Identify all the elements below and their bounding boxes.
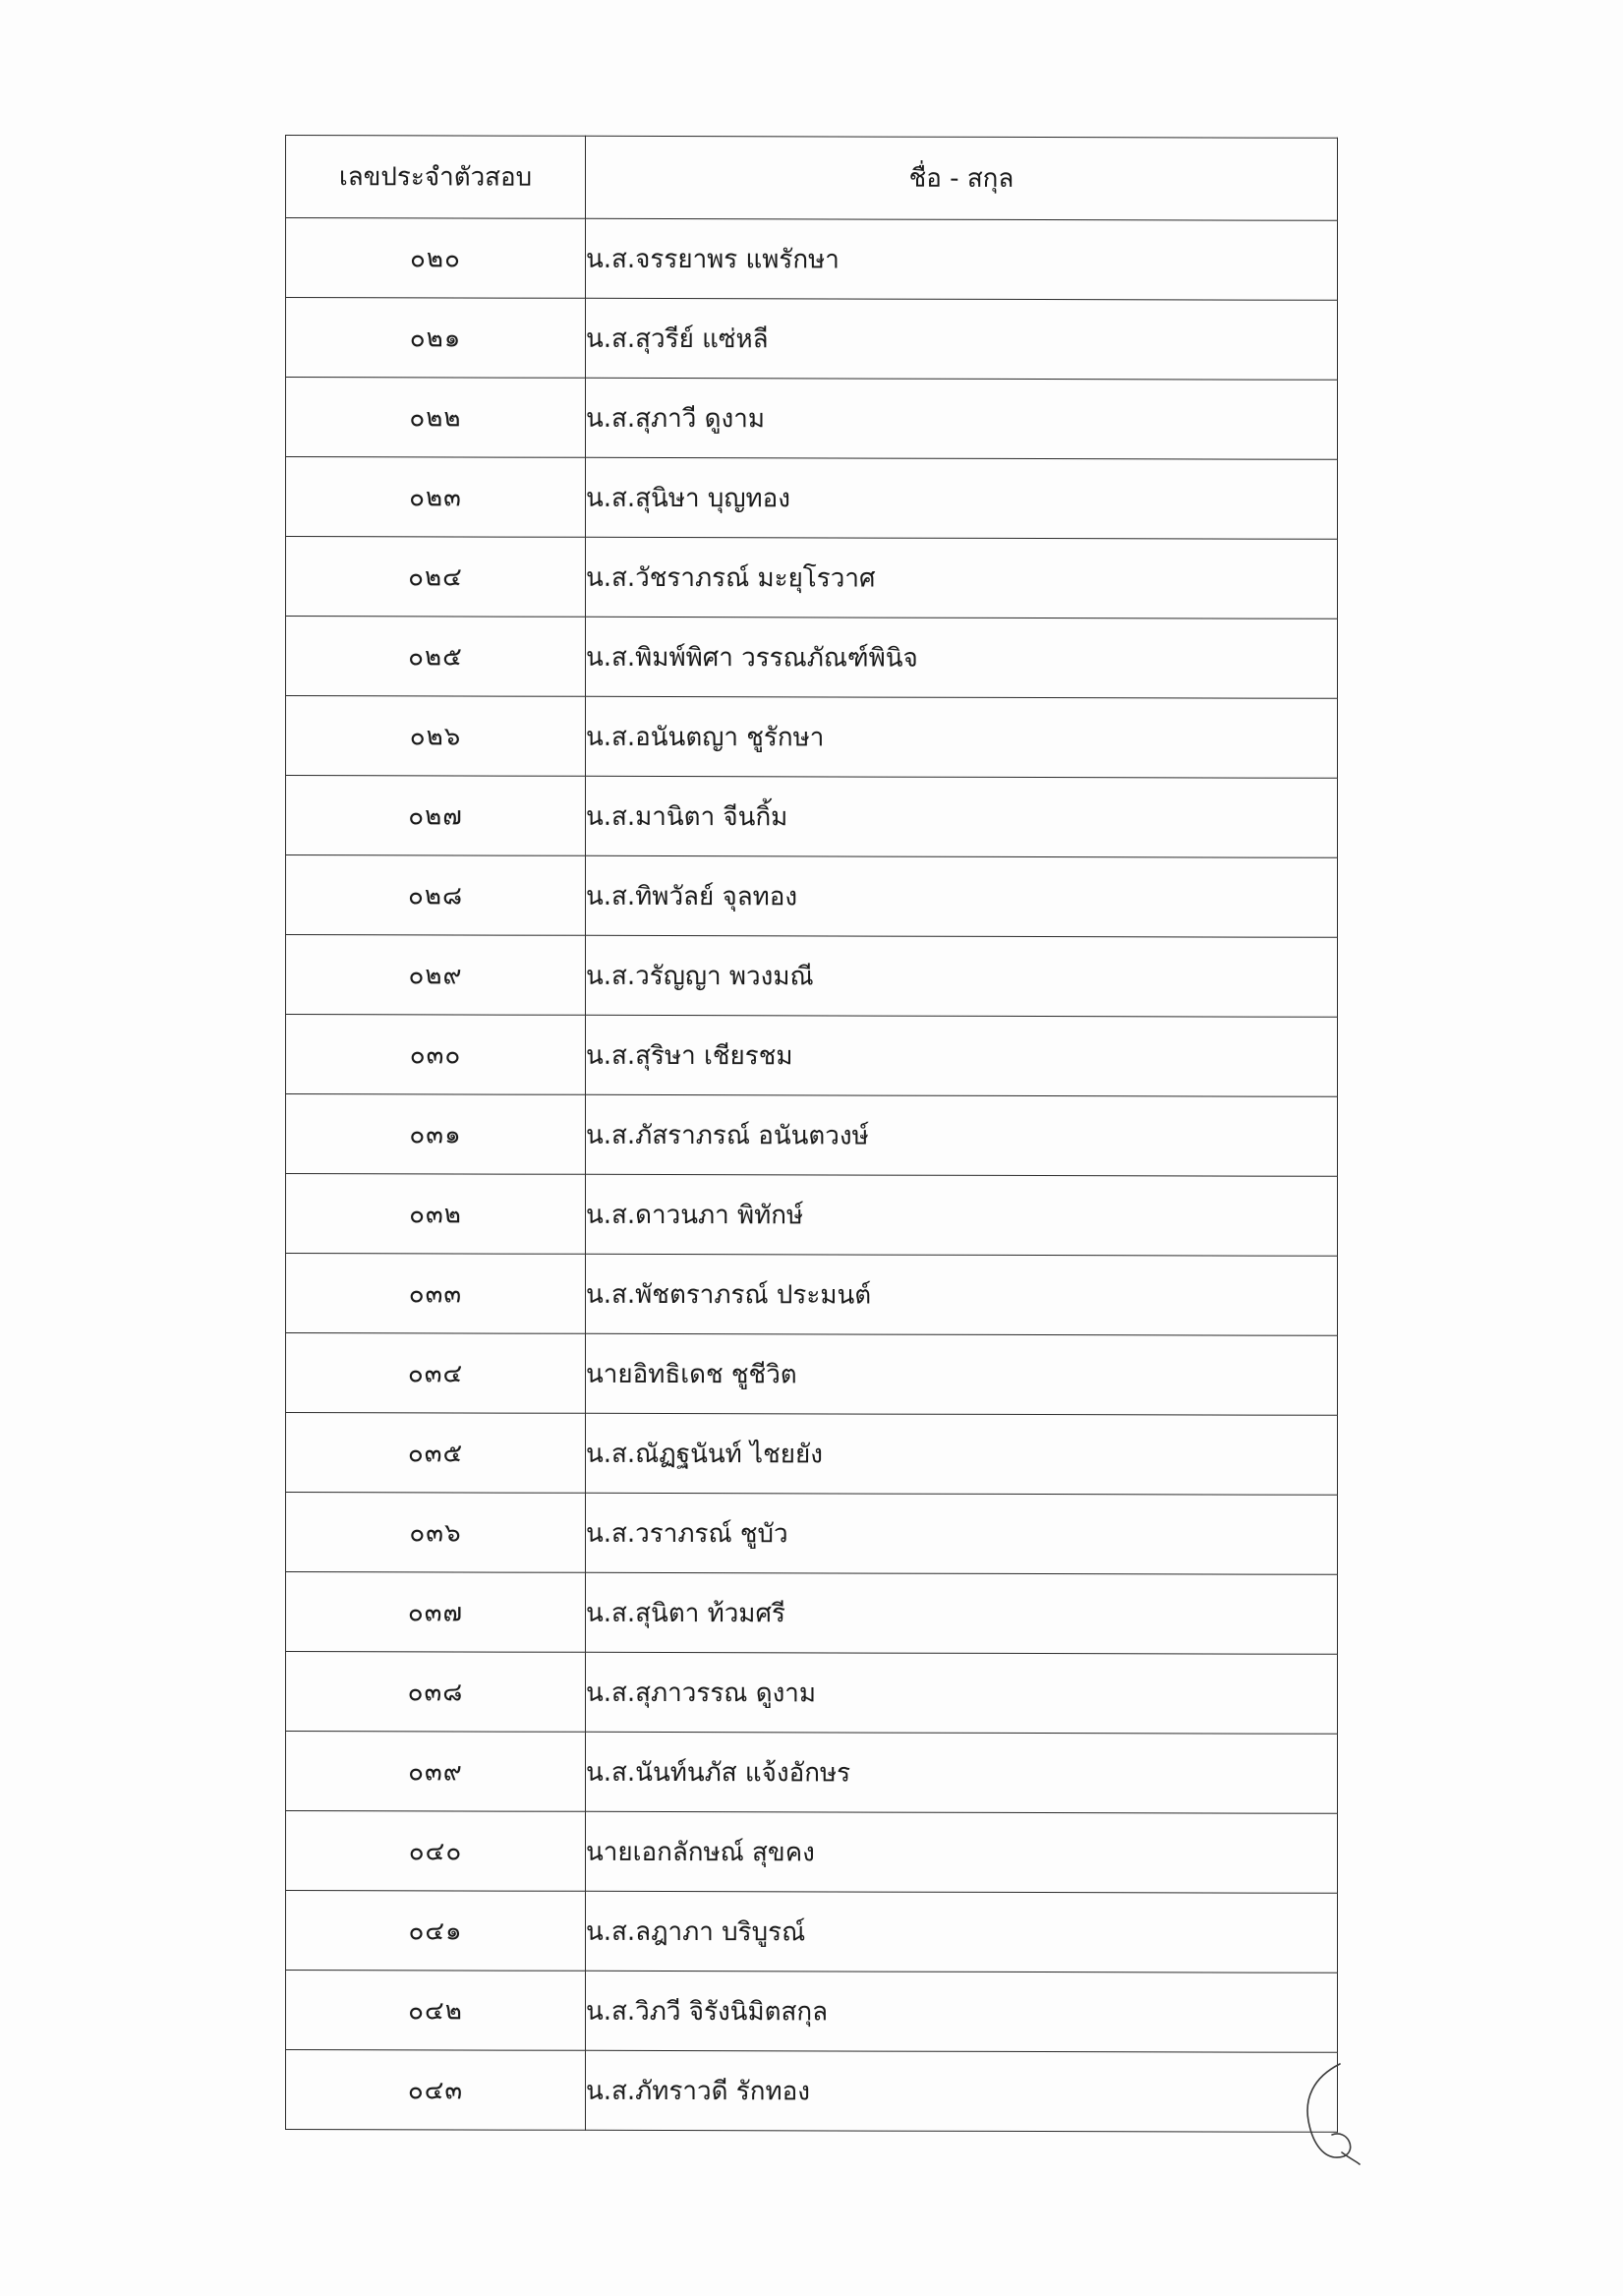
full-name-cell: น.ส.สุริษา เชียรชม: [586, 1015, 1338, 1096]
exam-id-cell: ๐๓๕: [286, 1413, 586, 1494]
exam-id-cell: ๐๒๓: [286, 457, 586, 538]
exam-id-cell: ๐๒๘: [286, 855, 586, 936]
full-name-cell: น.ส.สุนิษา บุญทอง: [586, 457, 1338, 539]
exam-id-cell: ๐๔๓: [286, 2050, 586, 2131]
exam-id-cell: ๐๒๑: [286, 298, 586, 379]
table-row: [286, 1254, 1338, 1336]
full-name-cell: น.ส.สุนิตา ท้วมศรี: [586, 1572, 1338, 1654]
table-row: [286, 1493, 1338, 1575]
full-name-cell: น.ส.อนันตญา ชูรักษา: [586, 696, 1338, 778]
table-row: [286, 218, 1338, 301]
exam-id-cell: ๐๔๑: [286, 1891, 586, 1972]
full-name-cell: น.ส.มานิตา จีนกิ้ม: [586, 776, 1338, 857]
exam-id-cell: ๐๔๒: [286, 1971, 586, 2051]
full-name-cell: น.ส.นันท์นภัส แจ้งอักษร: [586, 1732, 1338, 1813]
table-row: [286, 1811, 1338, 1894]
full-name-cell: น.ส.วราภรณ์ ชูบัว: [586, 1493, 1338, 1574]
header-full-name: ชื่อ - สกุล: [586, 136, 1338, 220]
exam-id-cell: ๐๒๐: [286, 218, 586, 299]
table-row: [286, 1891, 1338, 1973]
table-row: [286, 1094, 1338, 1177]
exam-id-cell: ๐๓๒: [286, 1174, 586, 1255]
table-row: [286, 776, 1338, 858]
full-name-cell: น.ส.พัชตราภรณ์ ประมนต์: [586, 1254, 1338, 1335]
exam-id-cell: ๐๓๑: [286, 1094, 586, 1175]
table-row: [286, 1174, 1338, 1257]
full-name-cell: น.ส.ลฎาภา บริบูรณ์: [586, 1891, 1338, 1972]
exam-id-cell: ๐๓๘: [286, 1652, 586, 1733]
table-row: [286, 1572, 1338, 1655]
exam-id-cell: ๐๓๓: [286, 1254, 586, 1334]
table-row: [286, 1732, 1338, 1814]
table-row: [286, 1015, 1338, 1097]
table-row: [286, 855, 1338, 938]
table-row: [286, 1333, 1338, 1416]
table-row: [286, 378, 1338, 460]
full-name-cell: น.ส.ดาวนภา พิทักษ์: [586, 1174, 1338, 1256]
table-row: [286, 298, 1338, 381]
exam-id-cell: ๐๓๔: [286, 1333, 586, 1414]
exam-id-cell: ๐๒๕: [286, 617, 586, 697]
full-name-cell: น.ส.ณัฏฐนันท์ ไชยยัง: [586, 1413, 1338, 1495]
full-name-cell: น.ส.วรัญญา พวงมณี: [586, 935, 1338, 1017]
table-header-row: [286, 136, 1338, 221]
header-exam-id: เลขประจำตัวสอบ: [286, 136, 586, 219]
exam-id-cell: ๐๓๙: [286, 1732, 586, 1812]
table-row: [286, 537, 1338, 619]
full-name-cell: น.ส.สุภาวี ดูงาม: [586, 378, 1338, 459]
table-row: [286, 935, 1338, 1018]
full-name-cell: น.ส.สุภาวรรณ ดูงาม: [586, 1652, 1338, 1734]
full-name-cell: น.ส.พิมพ์พิศา วรรณภัณฑ์พินิจ: [586, 617, 1338, 698]
table-row: [286, 457, 1338, 540]
full-name-cell: น.ส.วัชราภรณ์ มะยุโรวาศ: [586, 537, 1338, 618]
full-name-cell: น.ส.สุวรีย์ แซ่หลี: [586, 298, 1338, 380]
full-name-cell: น.ส.วิภวี จิรังนิมิตสกุล: [586, 1971, 1338, 2052]
full-name-cell: น.ส.ทิพวัลย์ จุลทอง: [586, 855, 1338, 937]
roster-body: [286, 218, 1338, 2133]
full-name-cell: นายอิทธิเดช ชูชีวิต: [586, 1333, 1338, 1415]
full-name-cell: นายเอกลักษณ์ สุขคง: [586, 1811, 1338, 1893]
exam-id-cell: ๐๒๔: [286, 537, 586, 618]
exam-id-cell: ๐๓๗: [286, 1572, 586, 1653]
full-name-cell: น.ส.ภัทราวดี รักทอง: [586, 2050, 1338, 2132]
full-name-cell: น.ส.ภัสราภรณ์ อนันตวงษ์: [586, 1094, 1338, 1176]
exam-id-cell: ๐๒๗: [286, 776, 586, 856]
table-row: [286, 617, 1338, 699]
exam-roster-table: [285, 135, 1338, 2133]
exam-id-cell: ๐๒๒: [286, 378, 586, 458]
exam-id-cell: ๐๔๐: [286, 1811, 586, 1892]
table-row: [286, 1413, 1338, 1496]
handwritten-signature: [1303, 2060, 1362, 2168]
table-row: [286, 2050, 1338, 2133]
table-row: [286, 1971, 1338, 2053]
full-name-cell: น.ส.จรรยาพร แพรักษา: [586, 218, 1338, 300]
table-row: [286, 696, 1338, 779]
exam-id-cell: ๐๒๖: [286, 696, 586, 777]
table-row: [286, 1652, 1338, 1735]
exam-id-cell: ๐๓๐: [286, 1015, 586, 1095]
exam-id-cell: ๐๒๙: [286, 935, 586, 1016]
exam-id-cell: ๐๓๖: [286, 1493, 586, 1573]
